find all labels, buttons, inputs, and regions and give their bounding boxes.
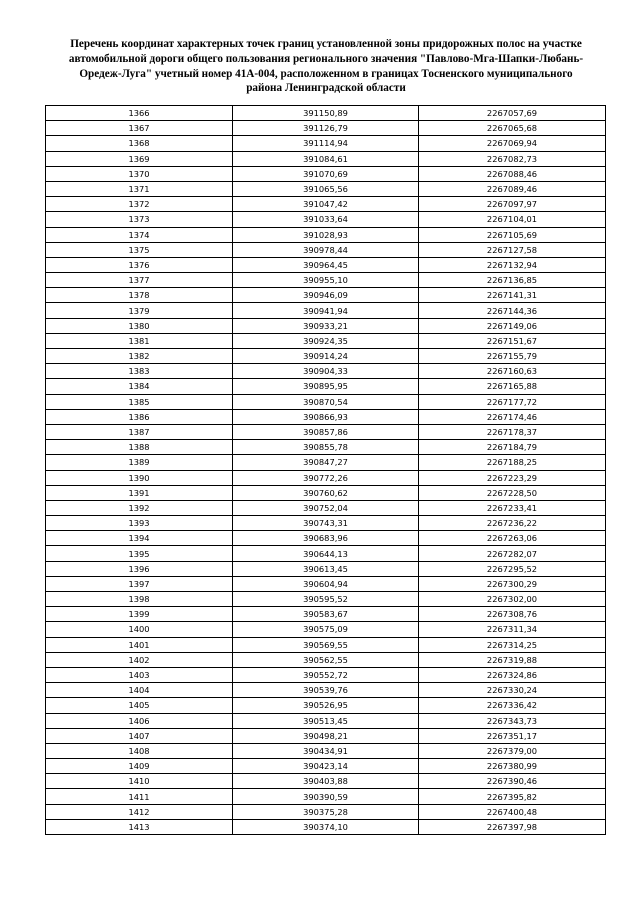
x-coordinate-cell: 390857,86	[233, 424, 419, 439]
point-number-cell: 1394	[46, 531, 233, 546]
table-row	[46, 576, 606, 591]
point-number-cell: 1413	[46, 819, 233, 834]
point-number-cell: 1368	[46, 136, 233, 151]
table-row	[46, 227, 606, 242]
y-coordinate-cell: 2267233,41	[419, 500, 606, 515]
y-coordinate-cell: 2267136,85	[419, 273, 606, 288]
point-number-cell: 1410	[46, 774, 233, 789]
x-coordinate-cell: 390978,44	[233, 242, 419, 257]
y-coordinate-cell: 2267160,63	[419, 364, 606, 379]
y-coordinate-cell: 2267282,07	[419, 546, 606, 561]
point-number-cell: 1405	[46, 698, 233, 713]
table-row	[46, 592, 606, 607]
table-row	[46, 728, 606, 743]
y-coordinate-cell: 2267380,99	[419, 759, 606, 774]
point-number-cell: 1401	[46, 637, 233, 652]
table-row	[46, 364, 606, 379]
x-coordinate-cell: 390575,09	[233, 622, 419, 637]
table-row	[46, 804, 606, 819]
y-coordinate-cell: 2267351,17	[419, 728, 606, 743]
table-row	[46, 242, 606, 257]
x-coordinate-cell: 390498,21	[233, 728, 419, 743]
x-coordinate-cell: 390772,26	[233, 470, 419, 485]
point-number-cell: 1395	[46, 546, 233, 561]
title-line: Оредеж-Луга" учетный номер 41А-004, расположенном в границах Тосненского муниципального	[79, 67, 573, 80]
y-coordinate-cell: 2267127,58	[419, 242, 606, 257]
table-row	[46, 106, 606, 121]
y-coordinate-cell: 2267105,69	[419, 227, 606, 242]
point-number-cell: 1404	[46, 683, 233, 698]
y-coordinate-cell: 2267311,34	[419, 622, 606, 637]
table-row	[46, 546, 606, 561]
x-coordinate-cell: 390403,88	[233, 774, 419, 789]
y-coordinate-cell: 2267082,73	[419, 151, 606, 166]
y-coordinate-cell: 2267089,46	[419, 181, 606, 196]
x-coordinate-cell: 391126,79	[233, 121, 419, 136]
table-row	[46, 500, 606, 515]
table-row	[46, 774, 606, 789]
point-number-cell: 1383	[46, 364, 233, 379]
x-coordinate-cell: 390847,27	[233, 455, 419, 470]
y-coordinate-cell: 2267097,97	[419, 197, 606, 212]
y-coordinate-cell: 2267151,67	[419, 333, 606, 348]
document-title	[48, 37, 604, 96]
table-row	[46, 318, 606, 333]
point-number-cell: 1406	[46, 713, 233, 728]
y-coordinate-cell: 2267236,22	[419, 516, 606, 531]
table-row	[46, 516, 606, 531]
table-row	[46, 303, 606, 318]
point-number-cell: 1369	[46, 151, 233, 166]
point-number-cell: 1372	[46, 197, 233, 212]
point-number-cell: 1396	[46, 561, 233, 576]
x-coordinate-cell: 391070,69	[233, 166, 419, 181]
point-number-cell: 1411	[46, 789, 233, 804]
table-row	[46, 424, 606, 439]
y-coordinate-cell: 2267295,52	[419, 561, 606, 576]
table-row	[46, 607, 606, 622]
x-coordinate-cell: 390390,59	[233, 789, 419, 804]
coordinates-table-body	[46, 106, 606, 835]
x-coordinate-cell: 390946,09	[233, 288, 419, 303]
x-coordinate-cell: 390866,93	[233, 409, 419, 424]
point-number-cell: 1367	[46, 121, 233, 136]
point-number-cell: 1390	[46, 470, 233, 485]
x-coordinate-cell: 391084,61	[233, 151, 419, 166]
table-row	[46, 531, 606, 546]
y-coordinate-cell: 2267069,94	[419, 136, 606, 151]
x-coordinate-cell: 391033,64	[233, 212, 419, 227]
table-row	[46, 652, 606, 667]
point-number-cell: 1393	[46, 516, 233, 531]
x-coordinate-cell: 390743,31	[233, 516, 419, 531]
x-coordinate-cell: 390964,45	[233, 257, 419, 272]
table-row	[46, 349, 606, 364]
table-row	[46, 622, 606, 637]
point-number-cell: 1388	[46, 440, 233, 455]
y-coordinate-cell: 2267300,29	[419, 576, 606, 591]
table-row	[46, 440, 606, 455]
point-number-cell: 1366	[46, 106, 233, 121]
x-coordinate-cell: 390933,21	[233, 318, 419, 333]
y-coordinate-cell: 2267397,98	[419, 819, 606, 834]
table-row	[46, 683, 606, 698]
y-coordinate-cell: 2267400,48	[419, 804, 606, 819]
y-coordinate-cell: 2267141,31	[419, 288, 606, 303]
point-number-cell: 1378	[46, 288, 233, 303]
x-coordinate-cell: 390539,76	[233, 683, 419, 698]
y-coordinate-cell: 2267223,29	[419, 470, 606, 485]
point-number-cell: 1408	[46, 743, 233, 758]
point-number-cell: 1398	[46, 592, 233, 607]
x-coordinate-cell: 390434,91	[233, 743, 419, 758]
x-coordinate-cell: 390613,45	[233, 561, 419, 576]
table-row	[46, 637, 606, 652]
y-coordinate-cell: 2267165,88	[419, 379, 606, 394]
point-number-cell: 1382	[46, 349, 233, 364]
table-row	[46, 136, 606, 151]
point-number-cell: 1397	[46, 576, 233, 591]
y-coordinate-cell: 2267144,36	[419, 303, 606, 318]
y-coordinate-cell: 2267302,00	[419, 592, 606, 607]
table-row	[46, 713, 606, 728]
x-coordinate-cell: 390552,72	[233, 667, 419, 682]
point-number-cell: 1379	[46, 303, 233, 318]
point-number-cell: 1380	[46, 318, 233, 333]
y-coordinate-cell: 2267319,88	[419, 652, 606, 667]
x-coordinate-cell: 391028,93	[233, 227, 419, 242]
x-coordinate-cell: 390924,35	[233, 333, 419, 348]
point-number-cell: 1407	[46, 728, 233, 743]
y-coordinate-cell: 2267104,01	[419, 212, 606, 227]
point-number-cell: 1391	[46, 485, 233, 500]
point-number-cell: 1409	[46, 759, 233, 774]
table-row	[46, 789, 606, 804]
x-coordinate-cell: 390941,94	[233, 303, 419, 318]
point-number-cell: 1412	[46, 804, 233, 819]
point-number-cell: 1385	[46, 394, 233, 409]
y-coordinate-cell: 2267155,79	[419, 349, 606, 364]
x-coordinate-cell: 390760,62	[233, 485, 419, 500]
x-coordinate-cell: 390375,28	[233, 804, 419, 819]
table-row	[46, 151, 606, 166]
x-coordinate-cell: 390855,78	[233, 440, 419, 455]
point-number-cell: 1387	[46, 424, 233, 439]
table-row	[46, 273, 606, 288]
y-coordinate-cell: 2267324,86	[419, 667, 606, 682]
x-coordinate-cell: 391114,94	[233, 136, 419, 151]
title-line: Перечень координат характерных точек границ установленной зоны придорожных полос на участке	[70, 38, 582, 50]
y-coordinate-cell: 2267177,72	[419, 394, 606, 409]
x-coordinate-cell: 390583,67	[233, 607, 419, 622]
y-coordinate-cell: 2267184,79	[419, 440, 606, 455]
y-coordinate-cell: 2267188,25	[419, 455, 606, 470]
point-number-cell: 1371	[46, 181, 233, 196]
point-number-cell: 1403	[46, 667, 233, 682]
x-coordinate-cell: 391150,89	[233, 106, 419, 121]
table-row	[46, 470, 606, 485]
table-row	[46, 819, 606, 834]
y-coordinate-cell: 2267263,06	[419, 531, 606, 546]
table-row	[46, 288, 606, 303]
point-number-cell: 1381	[46, 333, 233, 348]
y-coordinate-cell: 2267395,82	[419, 789, 606, 804]
y-coordinate-cell: 2267343,73	[419, 713, 606, 728]
y-coordinate-cell: 2267132,94	[419, 257, 606, 272]
y-coordinate-cell: 2267330,24	[419, 683, 606, 698]
x-coordinate-cell: 390595,52	[233, 592, 419, 607]
point-number-cell: 1389	[46, 455, 233, 470]
table-row	[46, 394, 606, 409]
x-coordinate-cell: 391047,42	[233, 197, 419, 212]
x-coordinate-cell: 390513,45	[233, 713, 419, 728]
table-row	[46, 333, 606, 348]
y-coordinate-cell: 2267314,25	[419, 637, 606, 652]
y-coordinate-cell: 2267228,50	[419, 485, 606, 500]
table-row	[46, 485, 606, 500]
table-row	[46, 379, 606, 394]
table-row	[46, 166, 606, 181]
x-coordinate-cell: 390604,94	[233, 576, 419, 591]
table-row	[46, 561, 606, 576]
x-coordinate-cell: 390562,55	[233, 652, 419, 667]
title-line: района Ленинградской области	[246, 82, 406, 95]
x-coordinate-cell: 391065,56	[233, 181, 419, 196]
point-number-cell: 1399	[46, 607, 233, 622]
y-coordinate-cell: 2267057,69	[419, 106, 606, 121]
table-row	[46, 743, 606, 758]
x-coordinate-cell: 390526,95	[233, 698, 419, 713]
y-coordinate-cell: 2267174,46	[419, 409, 606, 424]
point-number-cell: 1370	[46, 166, 233, 181]
table-row	[46, 455, 606, 470]
point-number-cell: 1374	[46, 227, 233, 242]
table-row	[46, 181, 606, 196]
table-row	[46, 409, 606, 424]
y-coordinate-cell: 2267390,46	[419, 774, 606, 789]
point-number-cell: 1373	[46, 212, 233, 227]
point-number-cell: 1386	[46, 409, 233, 424]
point-number-cell: 1376	[46, 257, 233, 272]
table-row	[46, 759, 606, 774]
y-coordinate-cell: 2267379,00	[419, 743, 606, 758]
point-number-cell: 1400	[46, 622, 233, 637]
x-coordinate-cell: 390752,04	[233, 500, 419, 515]
y-coordinate-cell: 2267065,68	[419, 121, 606, 136]
x-coordinate-cell: 390644,13	[233, 546, 419, 561]
y-coordinate-cell: 2267308,76	[419, 607, 606, 622]
table-row	[46, 121, 606, 136]
x-coordinate-cell: 390870,54	[233, 394, 419, 409]
table-row	[46, 698, 606, 713]
table-row	[46, 212, 606, 227]
y-coordinate-cell: 2267088,46	[419, 166, 606, 181]
point-number-cell: 1392	[46, 500, 233, 515]
table-row	[46, 257, 606, 272]
y-coordinate-cell: 2267178,37	[419, 424, 606, 439]
point-number-cell: 1375	[46, 242, 233, 257]
x-coordinate-cell: 390904,33	[233, 364, 419, 379]
coordinates-table	[45, 105, 606, 835]
x-coordinate-cell: 390895,95	[233, 379, 419, 394]
title-line: автомобильной дороги общего пользования регионального значения "Павлово-Мга-Шапки-Любань-	[68, 52, 584, 65]
x-coordinate-cell: 390955,10	[233, 273, 419, 288]
x-coordinate-cell: 390423,14	[233, 759, 419, 774]
point-number-cell: 1377	[46, 273, 233, 288]
point-number-cell: 1384	[46, 379, 233, 394]
x-coordinate-cell: 390569,55	[233, 637, 419, 652]
x-coordinate-cell: 390914,24	[233, 349, 419, 364]
y-coordinate-cell: 2267336,42	[419, 698, 606, 713]
x-coordinate-cell: 390374,10	[233, 819, 419, 834]
table-row	[46, 667, 606, 682]
table-row	[46, 197, 606, 212]
point-number-cell: 1402	[46, 652, 233, 667]
x-coordinate-cell: 390683,96	[233, 531, 419, 546]
y-coordinate-cell: 2267149,06	[419, 318, 606, 333]
